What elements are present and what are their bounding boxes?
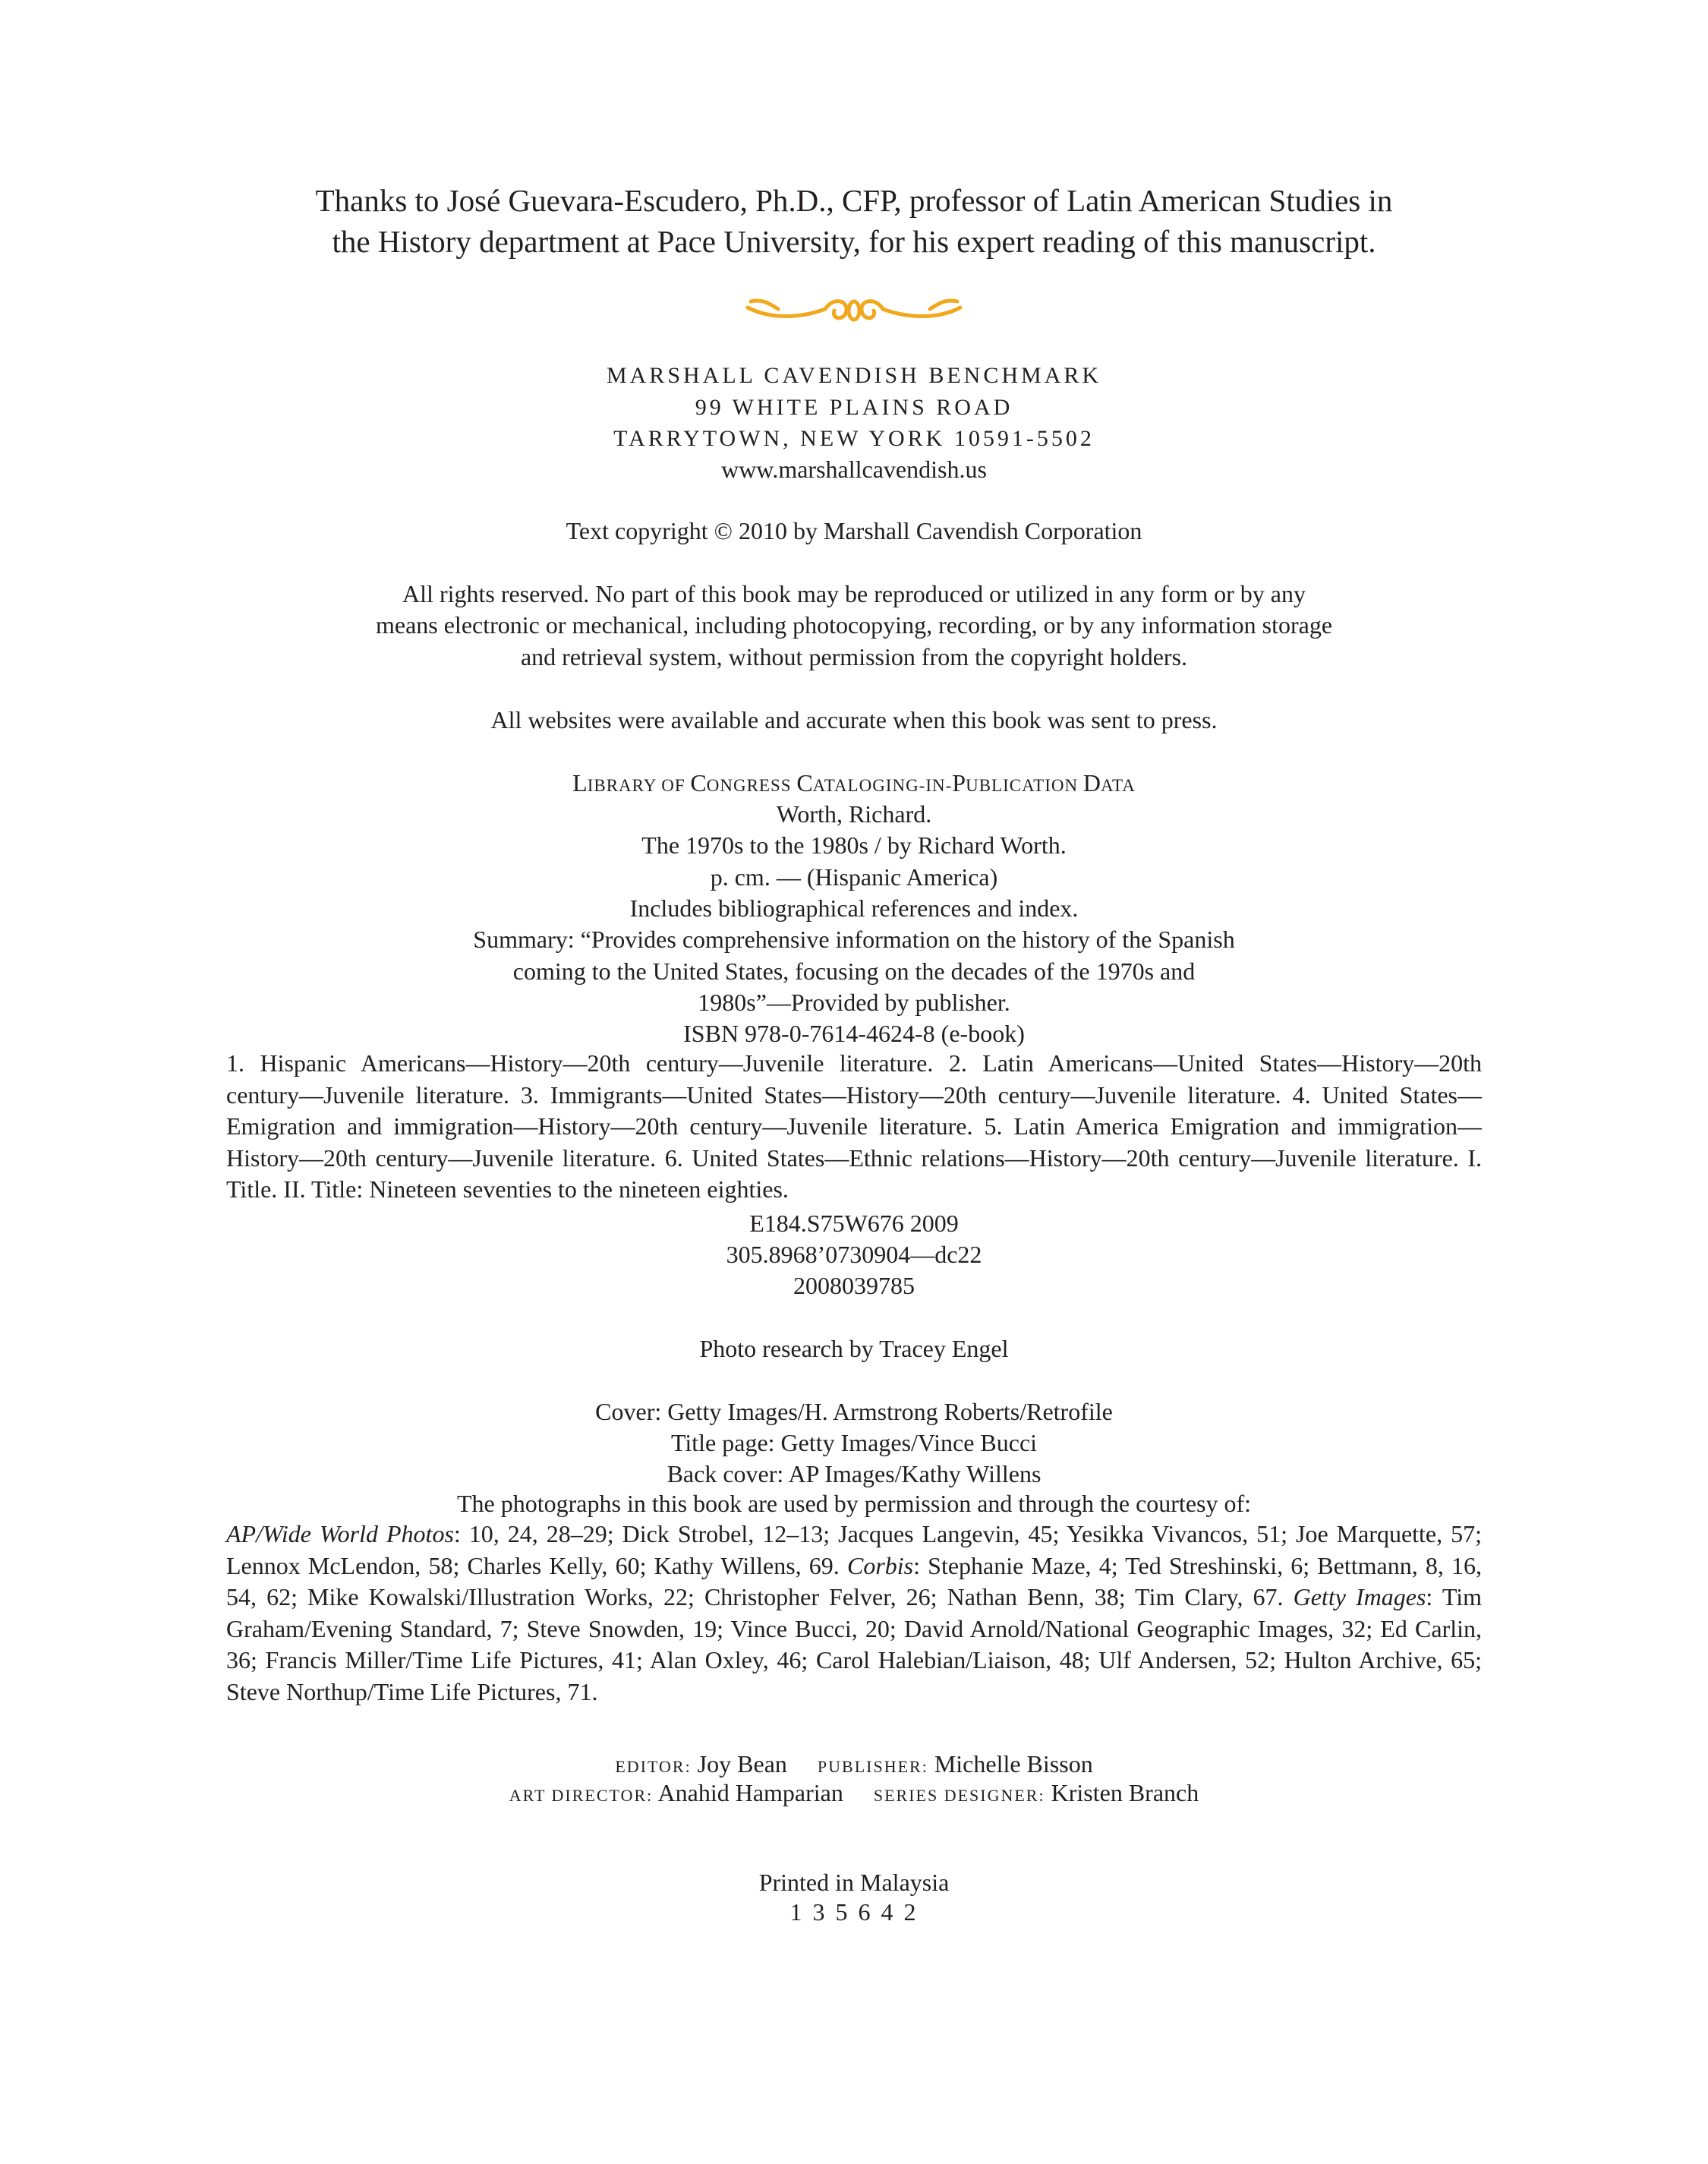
- cip-heading: LIBRARY OF CONGRESS CATALOGING-IN-PUBLICATION DATA: [572, 769, 1136, 797]
- copyright-line: Text copyright © 2010 by Marshall Cavendish Corporation: [566, 517, 1142, 544]
- cip-summary-2: coming to the United States, focusing on the decades of the 1970s and: [512, 957, 1196, 985]
- getty-label: Getty Images: [1293, 1583, 1426, 1610]
- cip-isbn: ISBN 978-0-7614-4624-8 (e-book): [683, 1020, 1025, 1047]
- art-director-name: Anahid Hamparian: [657, 1779, 843, 1806]
- staff-line-1: [0, 1750, 1708, 1778]
- publisher-label: PUBLISHER:: [817, 1757, 928, 1776]
- publisher-person: Michelle Bisson: [934, 1750, 1093, 1778]
- photo-credits: [226, 1519, 1482, 1708]
- rights-line-1: All rights reserved. No part of this book may be reproduced or utilized in any form or by any: [402, 580, 1306, 607]
- ap-credits: : 10, 24, 28–29; Dick Strobel, 12–13; Jacques Langevin, 45; Yesikka Vivancos, 51; Joe Marquette, 57; Lennox McLendon, 58; Charles Kelly, 60; Kathy Willens, 69.: [226, 1520, 1483, 1579]
- cip-summary-3: 1980s”—Provided by publisher.: [698, 989, 1010, 1016]
- cip-lccn: 2008039785: [793, 1272, 915, 1299]
- ap-label: AP/Wide World Photos: [226, 1520, 454, 1547]
- thanks-line-2: the History department at Pace University, for his expert reading of this manuscript.: [332, 224, 1376, 259]
- cip-author: Worth, Richard.: [776, 800, 932, 828]
- corbis-credits: : Stephanie Maze, 4; Ted Streshinski, 6; Bettmann, 8, 16, 54, 62; Mike Kowalski/Illustration Works, 22; Christopher Felver, 26; Nathan Benn, 38; Tim Clary, 67.: [226, 1551, 1483, 1610]
- cip-summary-1: Summary: “Provides comprehensive information on the history of the Spanish: [473, 926, 1235, 953]
- editor-label: EDITOR:: [615, 1757, 692, 1776]
- cip-title: The 1970s to the 1980s / by Richard Worth.: [641, 831, 1067, 859]
- printed-in: Printed in Malaysia: [758, 1869, 950, 1896]
- cover-credit: Cover: Getty Images/H. Armstrong Roberts/Retrofile: [595, 1398, 1113, 1425]
- publisher-website[interactable]: www.marshallcavendish.us: [721, 456, 987, 483]
- corbis-label: Corbis: [846, 1551, 914, 1579]
- cip-series: p. cm. — (Hispanic America): [710, 863, 998, 891]
- publisher-address-2: TARRYTOWN, NEW YORK 10591-5502: [613, 426, 1095, 451]
- publisher-name: MARSHALL CAVENDISH BENCHMARK: [606, 363, 1102, 388]
- photo-credits-intro: The photographs in this book are used by permission and through the courtesy of:: [456, 1490, 1252, 1517]
- publisher-address-1: 99 WHITE PLAINS ROAD: [695, 395, 1013, 420]
- series-designer-label: SERIES DESIGNER:: [873, 1786, 1045, 1805]
- websites-note: All websites were available and accurate when this book was sent to press.: [490, 706, 1218, 733]
- rights-line-3: and retrieval system, without permission from the copyright holders.: [520, 643, 1188, 670]
- photo-research: Photo research by Tracey Engel: [699, 1335, 1009, 1362]
- thanks-line-1: Thanks to José Guevara-Escudero, Ph.D., CFP, professor of Latin American Studies in: [315, 183, 1393, 218]
- getty-credits: : Tim Graham/Evening Standard, 7; Steve Snowden, 19; Vince Bucci, 20; David Arnold/National Geographic Images, 32; Ed Carlin, 36; Francis Miller/Time Life Pictures, 41; Alan Oxley, 46; Carol Halebian/Liaison, 48; Ulf Andersen, 52; Hulton Archive, 65; Steve Northup/Time Life Pictures, 71.: [226, 1583, 1483, 1705]
- editor-name: Joy Bean: [697, 1750, 787, 1778]
- flourish-ornament-icon: [740, 291, 968, 329]
- cip-lc-number: E184.S75W676 2009: [749, 1210, 959, 1237]
- back-cover-credit: Back cover: AP Images/Kathy Willens: [666, 1460, 1042, 1487]
- staff-line-2: [0, 1779, 1708, 1807]
- cip-bibliography: Includes bibliographical references and index.: [629, 894, 1079, 922]
- cip-dewey: 305.8968’0730904—dc22: [726, 1241, 982, 1268]
- cip-subjects: 1. Hispanic Americans—History—20th century—Juvenile literature. 2. Latin Americans—United States—History—20th century—Juvenile literature. 3. Immigrants—United States—History—20th century—Juvenile literature. 4. United States—Emigration and immigration—History—20th century—Juvenile literature. 5. Latin America Emigration and immigration—History—20th century—Juvenile literature. 6. United States—Ethnic relations—History—20th century—Juvenile literature. I. Title. II. Title: Nineteen seventies to the nineteen eighties.: [226, 1049, 1482, 1203]
- title-page-credit: Title page: Getty Images/Vince Bucci: [670, 1429, 1038, 1456]
- rights-line-2: means electronic or mechanical, including photocopying, recording, or by any information storage: [375, 611, 1333, 639]
- art-director-label: ART DIRECTOR:: [509, 1786, 654, 1805]
- series-designer-name: Kristen Branch: [1051, 1779, 1199, 1806]
- print-line: 1 3 5 6 4 2: [789, 1898, 919, 1926]
